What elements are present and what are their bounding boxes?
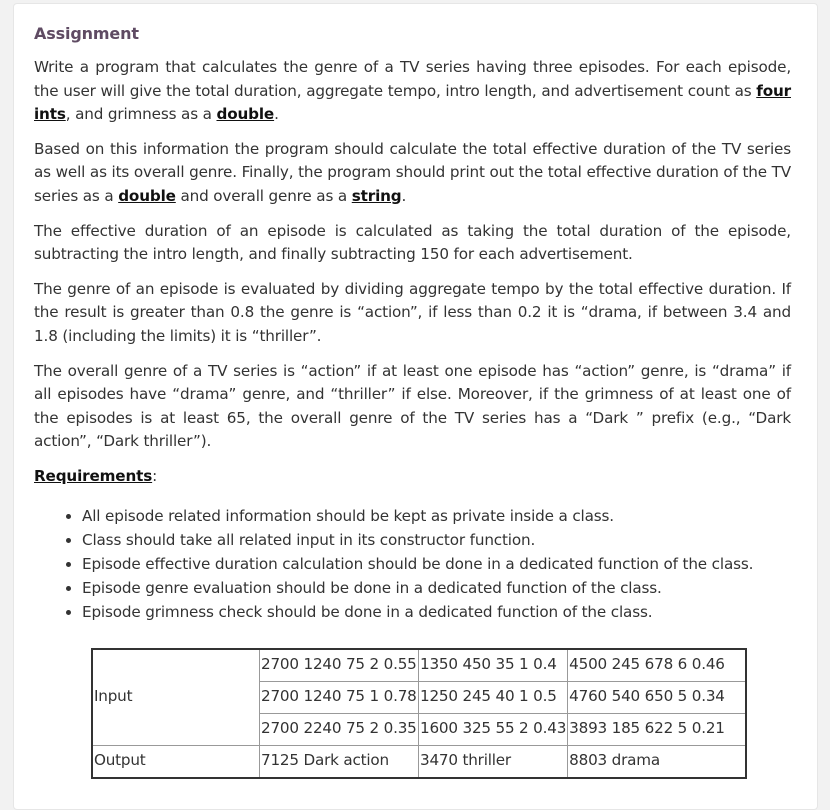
requirement-item: • All episode related information should be kept as private inside a class. — [82, 504, 791, 528]
input-cell: 3893 185 622 5 0.21 — [568, 713, 747, 745]
emphasis-string: string — [351, 186, 402, 205]
assignment-content — [34, 22, 791, 779]
emphasis-double-output: double — [118, 186, 176, 205]
requirement-item: • Episode effective duration calculation should be done in a dedicated function of the class. — [82, 552, 791, 576]
requirements-list — [34, 504, 791, 624]
paragraph-effective-duration: The effective duration of an episode is calculated as taking the total duration of the episode, subtracting the intro length, and finally subtracting 150 for each advertisement. — [34, 221, 791, 264]
input-cell: 4500 245 678 6 0.46 — [568, 649, 747, 682]
output-label-cell: Output — [92, 745, 260, 778]
io-table — [91, 648, 747, 779]
emphasis-four-ints: four ints — [34, 81, 791, 124]
requirements-heading-colon: : — [152, 466, 158, 485]
paragraph-episode-genre: The genre of an episode is evaluated by dividing aggregate tempo by the total effective duration. If the result is greater than 0.8 the genre is “action”, if less than 0.2 it is “drama, if between 3.4 and 1.8 (including the limits) it is “thriller”. — [34, 279, 791, 345]
input-cell: 1250 245 40 1 0.5 — [419, 681, 568, 713]
paragraph-overall-genre: The overall genre of a TV series is “action” if at least one episode has “action” genre, is “drama” if all episodes have “drama” genre, and “thriller” if else. Moreover, if the grimness of at least one of the episodes is at least 65, the overall genre of the TV series has a “Dark ” prefix (e.g., “Dark action”, “Dark thriller”). — [34, 361, 791, 451]
input-cell: 4760 540 650 5 0.34 — [568, 681, 747, 713]
input-cell: 2700 1240 75 2 0.55 — [260, 649, 419, 682]
requirement-item: • Class should take all related input in its constructor function. — [82, 528, 791, 552]
output-cell: 3470 thriller — [419, 745, 568, 778]
paragraph-intro-text-c: . — [274, 105, 279, 124]
paragraph-intro — [34, 56, 791, 127]
requirements-heading — [34, 465, 791, 489]
emphasis-double: double — [216, 105, 275, 124]
requirement-item: • Episode grimness check should be done in a dedicated function of the class. — [82, 600, 791, 624]
paragraph-output-text-c: . — [401, 186, 407, 205]
input-cell: 2700 2240 75 2 0.35 — [260, 713, 419, 745]
table-row — [92, 649, 746, 682]
paragraph-intro-text-b: , and grimness as a — [65, 105, 217, 124]
output-cell: 8803 drama — [568, 745, 747, 778]
paragraph-output-text-b: and overall genre as a — [175, 186, 352, 205]
paragraph-output — [34, 138, 791, 209]
assignment-title: Assignment — [34, 24, 139, 43]
paragraph-output-text-a: Based on this information the program should calculate the total effective duration of the TV series as well as its overall genre. Finally, the program should print out the total effective duration of the TV series as a — [34, 139, 791, 205]
input-cell: 1600 325 55 2 0.43 — [419, 713, 568, 745]
requirements-heading-text: Requirements — [34, 466, 153, 485]
table-row — [92, 745, 746, 778]
assignment-card — [13, 3, 818, 810]
input-cell: 1350 450 35 1 0.4 — [419, 649, 568, 682]
input-cell: 2700 1240 75 1 0.78 — [260, 681, 419, 713]
paragraph-intro-text-a: Write a program that calculates the genre of a TV series having three episodes. For each episode, the user will give the total duration, aggregate tempo, intro length, and advertisement count as — [34, 58, 791, 100]
output-cell: 7125 Dark action — [260, 745, 419, 778]
input-label-cell: Input — [92, 649, 260, 746]
requirement-item: • Episode genre evaluation should be done in a dedicated function of the class. — [82, 576, 791, 600]
